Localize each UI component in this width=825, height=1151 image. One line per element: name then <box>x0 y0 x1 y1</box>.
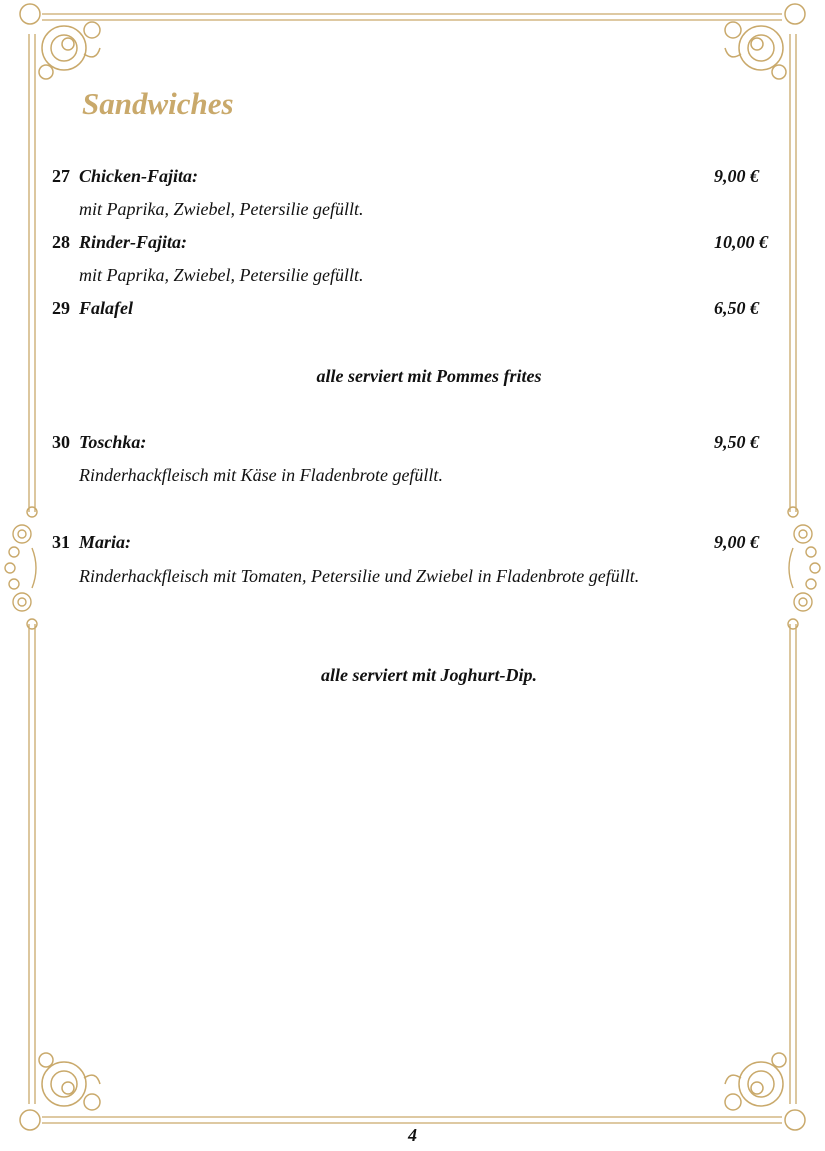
menu-item <box>52 164 774 188</box>
scroll-ornament-icon <box>725 1053 805 1130</box>
scroll-ornament-icon <box>788 507 820 629</box>
item-description: mit Paprika, Zwiebel, Petersilie gefüllt. <box>79 199 364 219</box>
menu-item <box>52 296 774 320</box>
serving-note: alle serviert mit Joghurt-Dip. <box>321 665 537 685</box>
item-number: 28 <box>52 232 70 252</box>
item-price: 9,00 € <box>714 532 759 552</box>
serving-note: alle serviert mit Pommes frites <box>316 366 542 386</box>
item-number: 27 <box>52 166 70 186</box>
page-number: 4 <box>408 1125 417 1145</box>
item-name: Maria: <box>79 532 132 552</box>
item-number: 29 <box>52 298 70 318</box>
scroll-ornament-icon <box>5 507 37 629</box>
item-name: Chicken-Fajita: <box>79 166 199 186</box>
item-name: Falafel <box>79 298 133 318</box>
scroll-ornament-icon <box>20 4 100 79</box>
item-price: 6,50 € <box>714 298 759 318</box>
scroll-ornament-icon <box>20 1053 100 1130</box>
menu-item <box>52 230 774 254</box>
scroll-ornament-icon <box>725 4 805 79</box>
item-price: 9,00 € <box>714 166 759 186</box>
menu-item <box>52 530 774 554</box>
item-name: Toschka: <box>79 432 147 452</box>
item-name: Rinder-Fajita: <box>79 232 188 252</box>
item-price: 9,50 € <box>714 432 759 452</box>
item-number: 30 <box>52 432 70 452</box>
item-price: 10,00 € <box>714 232 768 252</box>
item-description: mit Paprika, Zwiebel, Petersilie gefüllt. <box>79 265 364 285</box>
menu-item <box>52 430 774 454</box>
item-number: 31 <box>52 532 70 552</box>
item-description: Rinderhackfleisch mit Tomaten, Petersilie und Zwiebel in Fladenbrote gefüllt. <box>79 566 640 586</box>
section-title: Sandwiches <box>82 86 234 121</box>
item-description: Rinderhackfleisch mit Käse in Fladenbrote gefüllt. <box>79 465 443 485</box>
